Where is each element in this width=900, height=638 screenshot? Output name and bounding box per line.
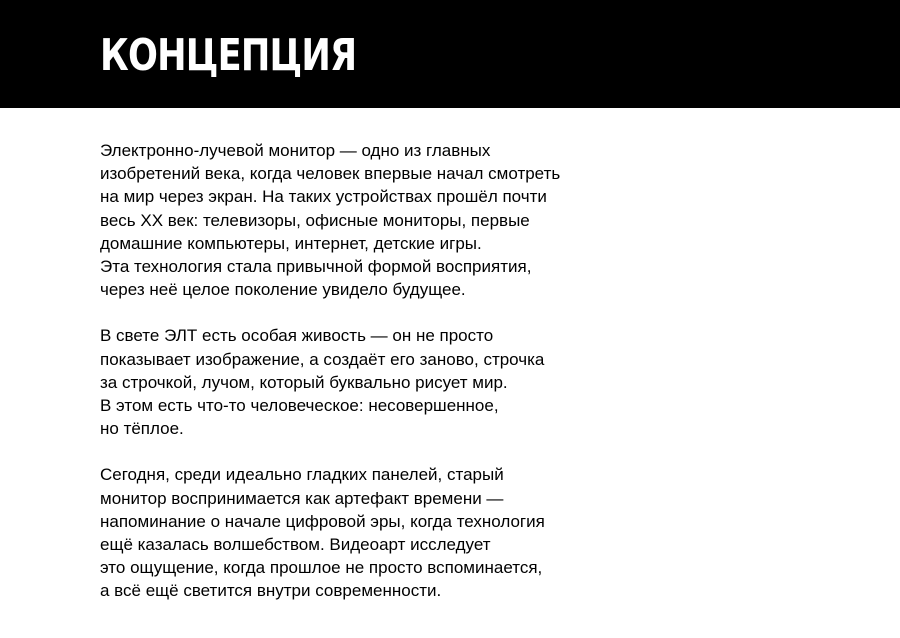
text-line: домашние компьютеры, интернет, детские игры.	[100, 233, 482, 253]
text-line: Сегодня, среди идеально гладких панелей, старый	[100, 465, 504, 485]
concept-text	[100, 139, 660, 626]
text-line: через неё целое поколение увидело будущее.	[100, 280, 466, 300]
text-line: а всё ещё светится внутри современности.	[100, 581, 442, 601]
page-title: КОНЦЕПЦИЯ	[100, 30, 357, 81]
text-line: В свете ЭЛТ есть особая живость — он не просто	[100, 326, 494, 346]
paragraph-2	[100, 324, 660, 440]
text-line: Эта технология стала привычной формой восприятия,	[100, 257, 532, 277]
text-line: весь XX век: телевизоры, офисные мониторы, первые	[100, 210, 530, 230]
text-line: это ощущение, когда прошлое не просто вспоминается,	[100, 558, 543, 578]
paragraph-1	[100, 139, 660, 301]
text-line: напоминание о начале цифровой эры, когда технология	[100, 511, 545, 531]
text-line: изобретений века, когда человек впервые начал смотреть	[100, 164, 561, 184]
paragraph-3	[100, 463, 660, 602]
text-line: В этом есть что-то человеческое: несовершенное,	[100, 396, 499, 416]
text-line: Электронно-лучевой монитор — одно из главных	[100, 141, 491, 160]
text-line: монитор воспринимается как артефакт времени —	[100, 488, 504, 508]
text-line: ещё казалась волшебством. Видеоарт исследует	[100, 535, 491, 555]
text-line: на мир через экран. На таких устройствах прошёл почти	[100, 187, 547, 207]
header-bar	[0, 0, 900, 108]
text-line: но тёплое.	[100, 419, 184, 439]
text-line: показывает изображение, а создаёт его заново, строчка	[100, 349, 545, 369]
text-line: за строчкой, лучом, который буквально рисует мир.	[100, 372, 508, 392]
